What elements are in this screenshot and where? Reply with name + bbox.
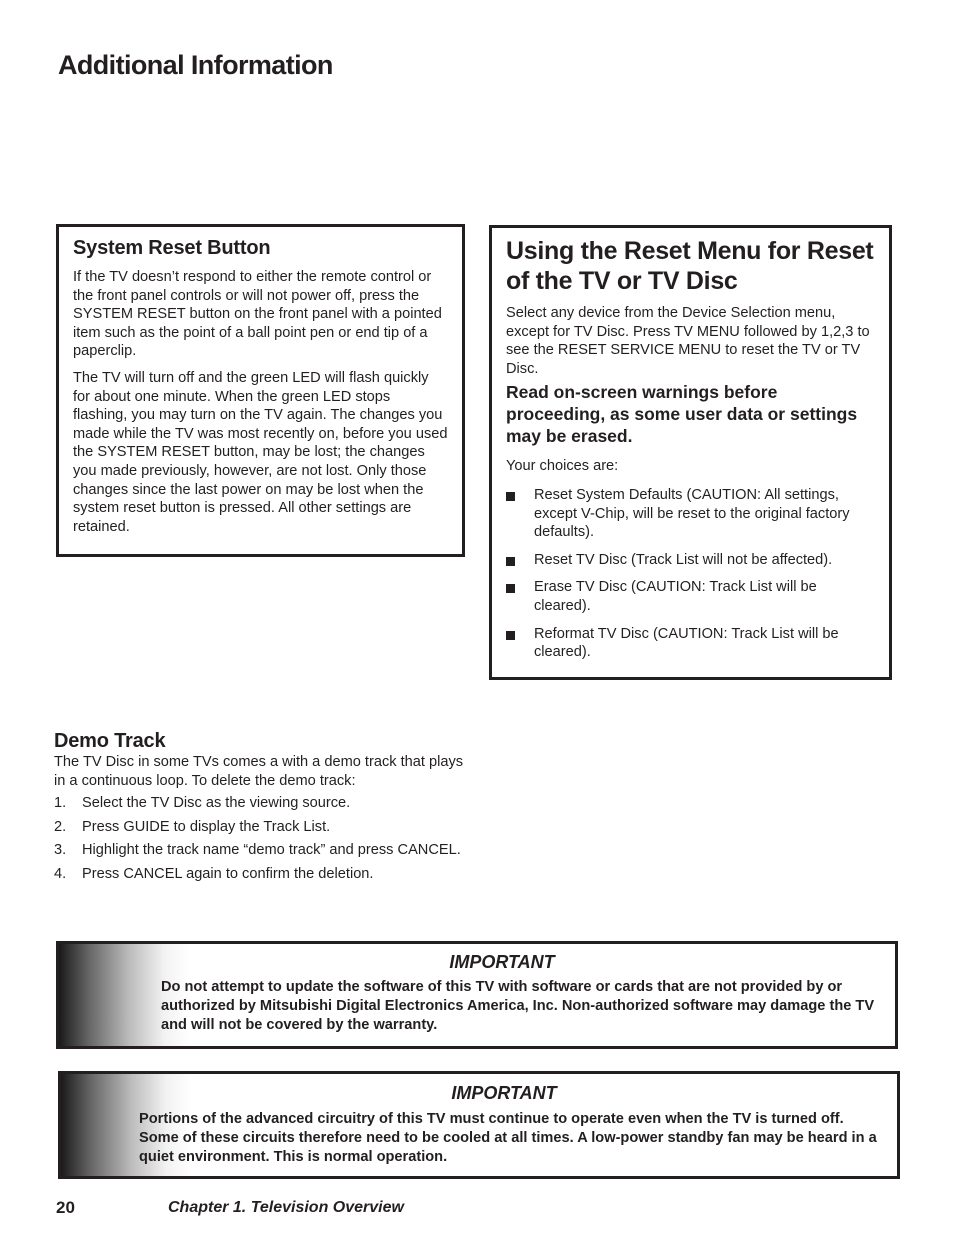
list-item [506, 551, 875, 570]
chapter-title: Chapter 1. Television Overview [168, 1199, 404, 1216]
bullet-square-icon [506, 492, 515, 501]
bullet-square-icon [506, 557, 515, 566]
page-title: Additional Information [58, 50, 333, 80]
important-heading: IMPORTANT [451, 1083, 557, 1103]
system-reset-paragraph-1: If the TV doesn’t respond to either the remote control or the front panel controls or will not power off, press the SYSTEM RESET button on the front panel with a pointed item such as the point of a ball point pen or end tip of a paperclip. [73, 269, 442, 360]
demo-track-intro: The TV Disc in some TVs comes a with a demo track that plays in a continuous loop. To delete the demo track: [54, 754, 464, 789]
demo-track-heading: Demo Track [54, 730, 166, 752]
choice-text: Reformat TV Disc (CAUTION: Track List will be cleared). [534, 625, 839, 661]
list-item [506, 625, 875, 662]
demo-track-steps [54, 794, 474, 883]
important-heading: IMPORTANT [449, 952, 555, 972]
reset-menu-intro: Select any device from the Device Selection menu, except for TV Disc. Press TV MENU followed by 1,2,3 to see the RESET SERVICE MENU to reset the TV or TV Disc. [506, 305, 870, 377]
important-notice-software [56, 941, 898, 1049]
choice-text: Reset TV Disc (Track List will not be affected). [534, 551, 833, 568]
list-item [54, 794, 474, 813]
list-item [54, 818, 474, 837]
reset-menu-box [489, 225, 892, 680]
system-reset-heading: System Reset Button [73, 237, 271, 259]
list-item [506, 578, 875, 615]
list-item [506, 486, 875, 542]
step-text: Select the TV Disc as the viewing source. [82, 795, 351, 812]
choice-text: Reset System Defaults (CAUTION: All settings, except V-Chip, will be reset to the original factory defaults). [534, 486, 850, 541]
list-item [54, 865, 474, 884]
important-text: Portions of the advanced circuitry of this TV must continue to operate even when the TV is turned off. Some of these circuits therefore need to be cooled at all times. A low-power standby fan may be heard in a quiet environment. This is normal operation. [139, 1111, 877, 1165]
choices-intro: Your choices are: [506, 458, 619, 475]
reset-menu-warning: Read on-screen warnings before proceeding, as some user data or settings may be erased. [506, 382, 858, 447]
step-number: 3. [54, 842, 67, 859]
system-reset-button-box [56, 224, 465, 557]
choices-list [506, 486, 875, 662]
important-text: Do not attempt to update the software of this TV with software or cards that are not provided by or authorized by Mitsubishi Digital Electronics America, Inc. Non-authorized software may damage the TV and will not be covered by the warranty. [161, 979, 875, 1033]
step-text: Press GUIDE to display the Track List. [82, 818, 331, 835]
step-text: Highlight the track name “demo track” and press CANCEL. [82, 842, 461, 859]
step-number: 4. [54, 865, 67, 882]
bullet-square-icon [506, 584, 515, 593]
important-notice-fan [58, 1071, 900, 1179]
step-number: 1. [54, 795, 67, 812]
page-number: 20 [56, 1198, 75, 1217]
system-reset-paragraph-2: The TV will turn off and the green LED will flash quickly for about one minute. When the green LED stops flashing, you may turn on the TV again. The changes you made while the TV was most recently on, before you used the SYSTEM RESET button, may be lost; the changes you made previously, however, are not lost. Only those changes since the last power on may be lost when the system reset button is pressed. All other settings are retained. [73, 369, 448, 535]
choice-text: Erase TV Disc (CAUTION: Track List will be cleared). [534, 579, 817, 614]
step-number: 2. [54, 818, 67, 835]
bullet-square-icon [506, 631, 515, 640]
demo-track-section [54, 730, 474, 889]
step-text: Press CANCEL again to confirm the deletion. [82, 865, 374, 882]
reset-menu-heading: Using the Reset Menu for Reset of the TV or TV Disc [506, 237, 874, 295]
list-item [54, 841, 474, 860]
